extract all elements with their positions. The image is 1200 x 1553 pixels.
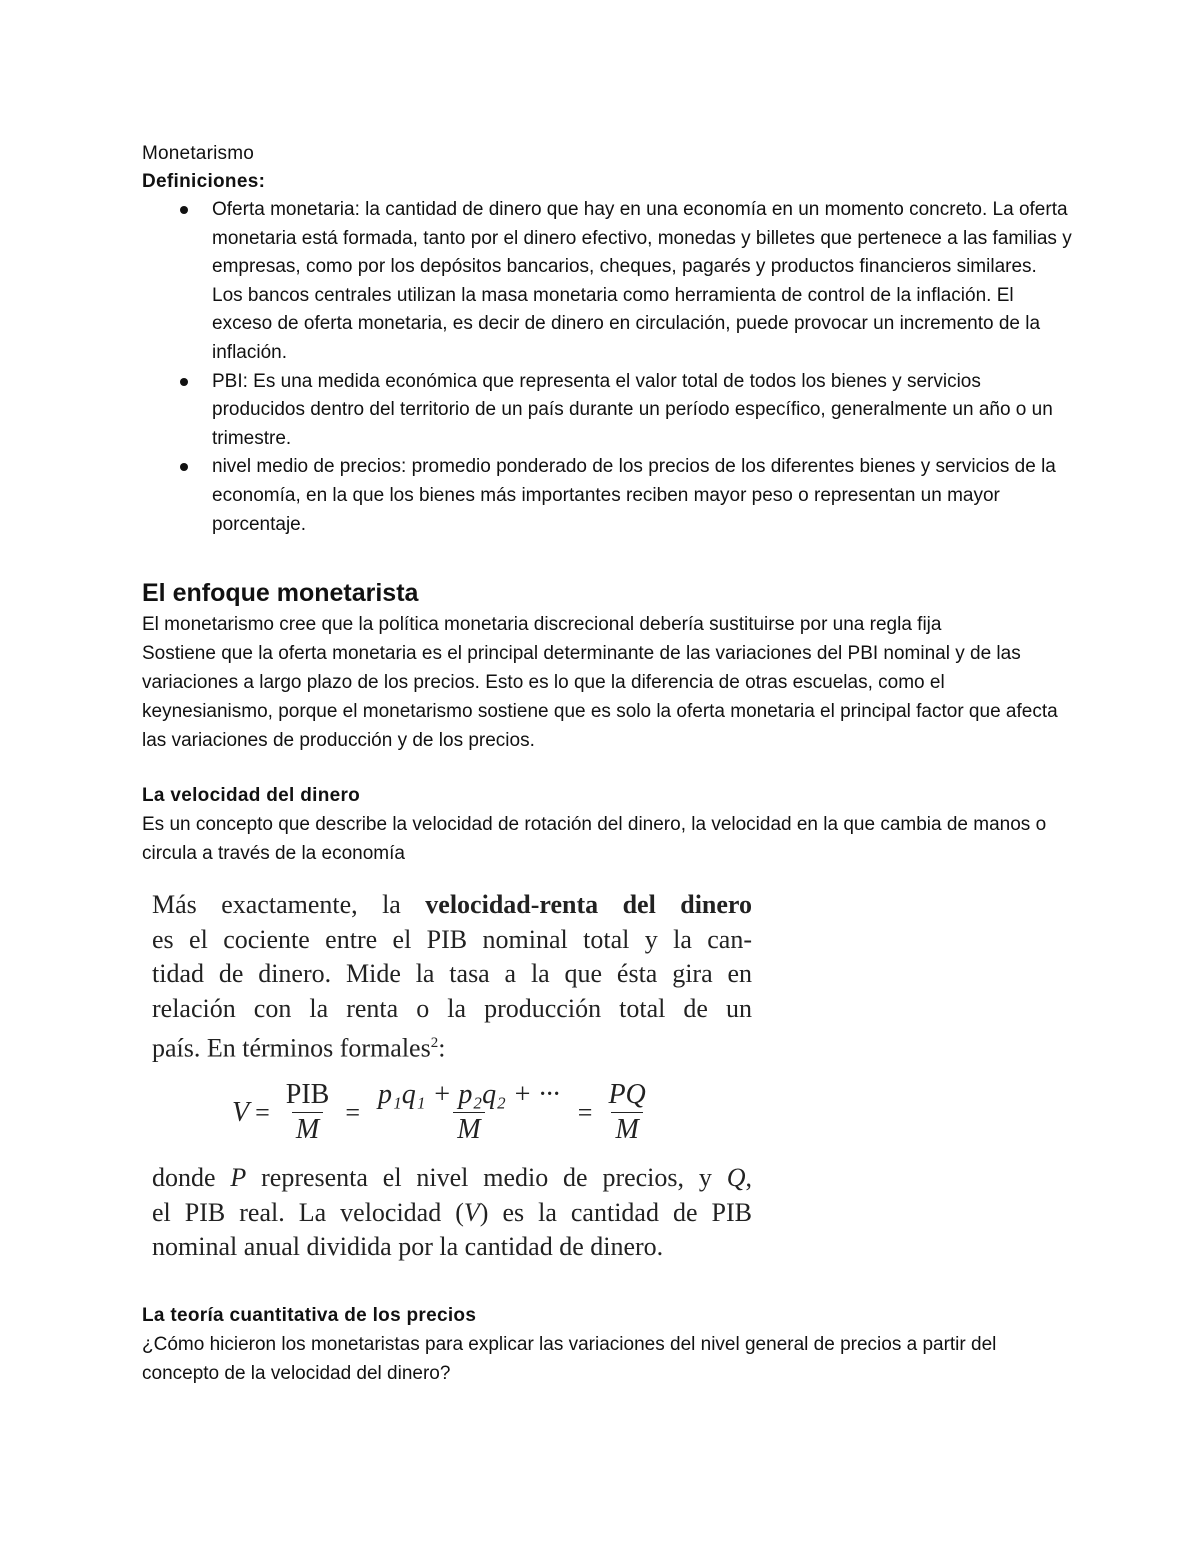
section-heading-velocidad: La velocidad del dinero (142, 785, 361, 807)
formula-v: V (232, 1096, 250, 1128)
formula-equals: = (255, 1097, 270, 1127)
excerpt-var-p: P (230, 1163, 247, 1193)
bullet-icon (180, 463, 188, 471)
excerpt-line: relación con la renta o la producción total de un (152, 993, 752, 1023)
section-enfoque-line1: El monetarismo cree que la política monetaria discrecional debería sustituirse por una regla fija (142, 614, 942, 636)
section-velocidad-body: Es un concepto que describe la velocidad de rotación del dinero, la velocidad en la que cambia de manos o circula a través de la economía (142, 814, 1047, 865)
formula-fraction-pq (604, 1078, 649, 1147)
excerpt-text: país. En términos formales (152, 1033, 431, 1063)
formula-equals: = (577, 1097, 593, 1127)
excerpt-line (152, 1161, 752, 1196)
definition-pbi: PBI: Es una medida económica que representa el valor total de todos los bienes y servicios producidos dentro del territorio de un país durante un período específico, generalmente un año o un trimestre. (212, 370, 1053, 449)
fraction-numerator: p₁q₁ + p₂q₂ + ··· (378, 1079, 560, 1111)
footnote-ref: 2 (430, 1035, 439, 1052)
section-heading-teoria: La teoría cuantitativa de los precios (142, 1304, 477, 1326)
excerpt-text: ) es la cantidad de PIB (479, 1197, 752, 1227)
document-title: Monetarismo (142, 143, 255, 164)
fraction-denominator: M (292, 1112, 323, 1147)
definition-oferta-monetaria: Oferta monetaria: la cantidad de dinero que hay en una economía en un momento concreto. La oferta monetaria está formada, tanto por el dinero efectivo, monedas y billetes que pertenece a las familias y empresas, como por los depósitos bancarios, cheques, pagarés y productos financieros similares. (212, 199, 1072, 278)
excerpt-var-v: V (463, 1197, 480, 1227)
excerpt-text: representa el nivel medio de precios, y (246, 1163, 727, 1193)
fraction-numerator: PQ (608, 1079, 646, 1111)
formula-equals: = (345, 1097, 361, 1127)
velocity-formula (232, 1078, 752, 1147)
book-excerpt-image (152, 888, 752, 1265)
excerpt-line: nominal anual dividida por la cantidad de dinero. (152, 1232, 664, 1262)
fraction-denominator: M (453, 1112, 484, 1147)
excerpt-line (152, 1026, 752, 1066)
definition-oferta-monetaria-note: Los bancos centrales utilizan la masa monetaria como herramienta de control de la inflación. El exceso de oferta monetaria, es decir de dinero en circulación, puede provocar un incremento de la inflación. (212, 284, 1041, 363)
excerpt-text: Más exactamente, la (152, 890, 426, 920)
excerpt-text: : (438, 1033, 446, 1063)
excerpt-line: tidad de dinero. Mide la tasa a la que ésta gira en (152, 959, 752, 989)
excerpt-var-q: Q (726, 1163, 746, 1193)
list-item (142, 453, 1072, 539)
formula-fraction-sum (372, 1078, 566, 1147)
bullet-icon (180, 206, 188, 214)
section-heading-enfoque: El enfoque monetarista (142, 579, 419, 608)
excerpt-line: es el cociente entre el PIB nominal total y la can- (152, 924, 752, 954)
definition-nivel-medio-precios: nivel medio de precios: promedio ponderado de los precios de los diferentes bienes y servicios de la economía, en la que los bienes más importantes reciben mayor peso o representan un mayor porcentaje. (212, 456, 1056, 535)
section-enfoque-body: Sostiene que la oferta monetaria es el principal determinante de las variaciones del PBI nominal y de las variaciones a largo plazo de los precios. Esto es lo que la diferencia de otras escuelas, como el keynesianismo, porque el monetarismo sostiene que es solo la oferta monetaria el principal factor que afecta las variaciones de producción y de los precios. (142, 643, 1058, 752)
list-item (142, 196, 1072, 368)
list-item (142, 368, 1072, 454)
section-teoria-body: ¿Cómo hicieron los monetaristas para explicar las variaciones del nivel general de precios a partir del concepto de la velocidad del dinero? (142, 1333, 997, 1384)
formula-fraction-pib (282, 1078, 334, 1147)
excerpt-text: el PIB real. La velocidad ( (152, 1197, 464, 1227)
document-page (142, 140, 1072, 1388)
excerpt-bold-term: velocidad-renta del dinero (425, 890, 753, 920)
fraction-numerator: PIB (285, 1079, 330, 1111)
excerpt-line (152, 888, 752, 923)
excerpt-line (152, 1196, 752, 1231)
definitions-list (142, 196, 1072, 539)
excerpt-text: donde (152, 1163, 231, 1193)
bullet-icon (180, 378, 188, 386)
excerpt-text: , (745, 1163, 752, 1193)
fraction-denominator: M (611, 1112, 642, 1147)
definitions-heading: Definiciones: (142, 171, 266, 192)
